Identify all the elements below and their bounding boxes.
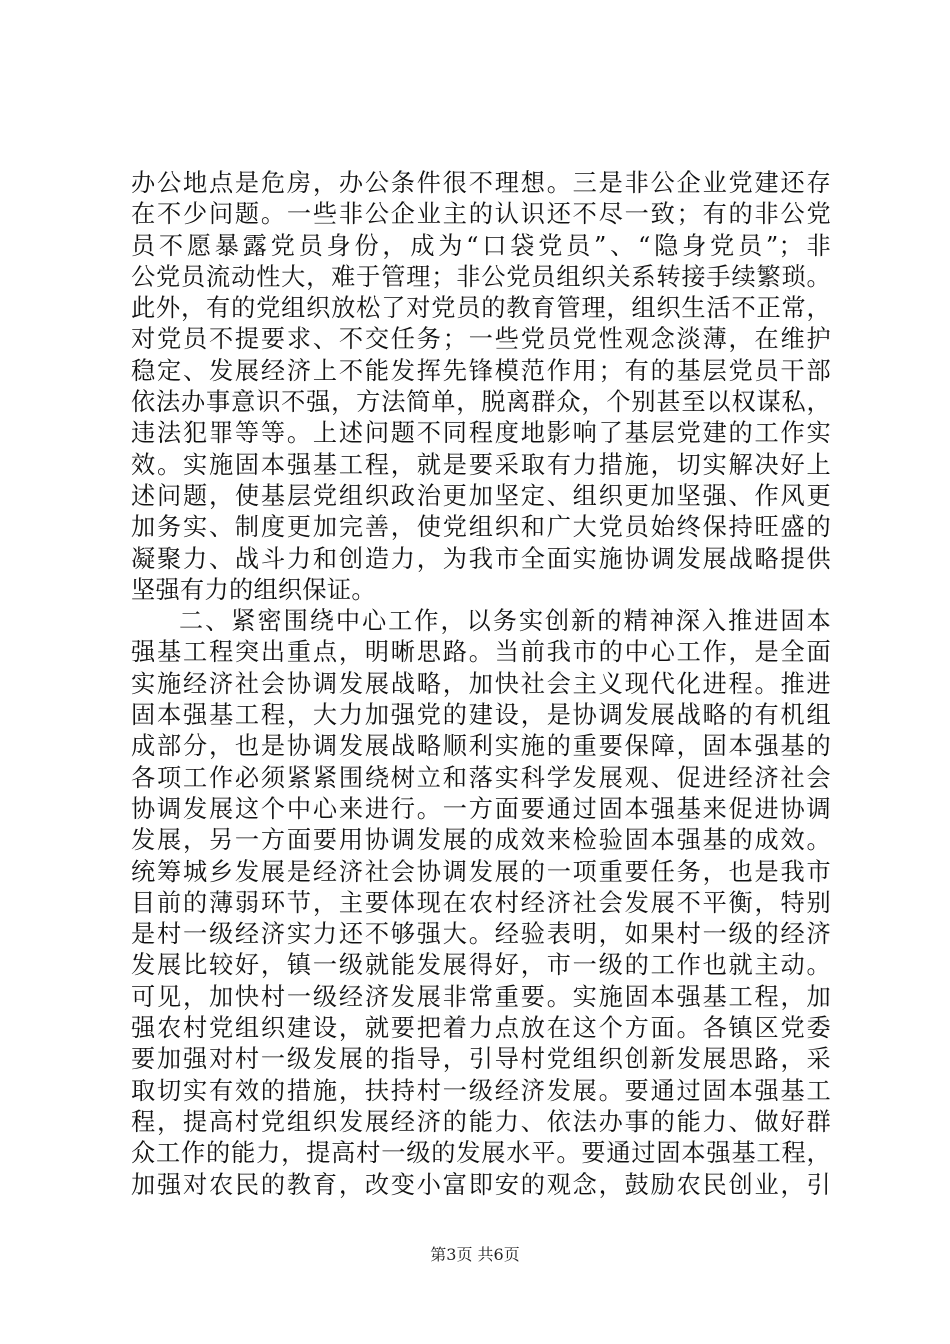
text-line: 强基工程突出重点，明晰思路。当前我市的中心工作，是全面 — [131, 638, 831, 667]
text-line: 公党员流动性大，难于管理；非公党员组织关系转接手续繁琐。 — [131, 262, 831, 291]
text-line: 依法办事意识不强，方法简单，脱离群众，个别甚至以权谋私， — [131, 388, 831, 417]
text-line: 发展比较好，镇一级就能发展得好，市一级的工作也就主动。 — [131, 951, 831, 980]
text-line: 固本强基工程，大力加强党的建设，是协调发展战略的有机组 — [131, 701, 831, 730]
text-line: 违法犯罪等等。上述问题不同程度地影响了基层党建的工作实 — [131, 419, 831, 448]
text-line: 员不愿暴露党员身份，成为“口袋党员”、“隐身党员”；非 — [131, 231, 831, 260]
text-line: 各项工作必须紧紧围绕树立和落实科学发展观、促进经济社会 — [131, 763, 831, 792]
text-line: 众工作的能力，提高村一级的发展水平。要通过固本强基工程， — [131, 1139, 831, 1168]
text-line: 稳定、发展经济上不能发挥先锋模范作用；有的基层党员干部 — [131, 356, 831, 385]
text-line: 目前的薄弱环节，主要体现在农村经济社会发展不平衡，特别 — [131, 888, 831, 917]
text-line: 凝聚力、战斗力和创造力，为我市全面实施协调发展战略提供 — [131, 544, 831, 573]
text-line: 是村一级经济实力还不够强大。经验表明，如果村一级的经济 — [131, 920, 831, 949]
text-line: 加务实、制度更加完善，使党组织和广大党员始终保持旺盛的 — [131, 513, 831, 542]
text-line: 成部分，也是协调发展战略顺利实施的重要保障，固本强基的 — [131, 732, 831, 761]
text-line: 实施经济社会协调发展战略，加快社会主义现代化进程。推进 — [131, 669, 831, 698]
text-line: 对党员不提要求、不交任务；一些党员党性观念淡薄，在维护 — [131, 325, 831, 354]
text-line: 统筹城乡发展是经济社会协调发展的一项重要任务，也是我市 — [131, 857, 831, 886]
body-text — [131, 168, 831, 1201]
text-line: 述问题，使基层党组织政治更加坚定、组织更加坚强、作风更 — [131, 481, 831, 510]
text-line: 此外，有的党组织放松了对党员的教育管理，组织生活不正常， — [131, 294, 831, 323]
text-line: 程，提高村党组织发展经济的能力、依法办事的能力、做好群 — [131, 1107, 831, 1136]
page-number-footer: 第3页 共6页 — [430, 1245, 520, 1264]
text-line: 在不少问题。一些非公企业主的认识还不尽一致；有的非公党 — [131, 200, 831, 229]
text-line: 强农村党组织建设，就要把着力点放在这个方面。各镇区党委 — [131, 1014, 831, 1043]
text-line: 发展，另一方面要用协调发展的成效来检验固本强基的成效。 — [131, 826, 831, 855]
text-line: 协调发展这个中心来进行。一方面要通过固本强基来促进协调 — [131, 794, 831, 823]
paragraph-start-line: 二、紧密围绕中心工作，以务实创新的精神深入推进固本 — [179, 607, 831, 636]
text-line: 可见，加快村一级经济发展非常重要。实施固本强基工程，加 — [131, 982, 831, 1011]
text-line: 加强对农民的教育，改变小富即安的观念，鼓励农民创业，引 — [131, 1170, 831, 1199]
text-line: 取切实有效的措施，扶持村一级经济发展。要通过固本强基工 — [131, 1076, 831, 1105]
text-line: 坚强有力的组织保证。 — [131, 575, 376, 604]
text-line: 效。实施固本强基工程，就是要采取有力措施，切实解决好上 — [131, 450, 831, 479]
text-line: 办公地点是危房，办公条件很不理想。三是非公企业党建还存 — [131, 169, 831, 197]
text-line: 要加强对村一级发展的指导，引导村党组织创新发展思路，采 — [131, 1045, 831, 1074]
